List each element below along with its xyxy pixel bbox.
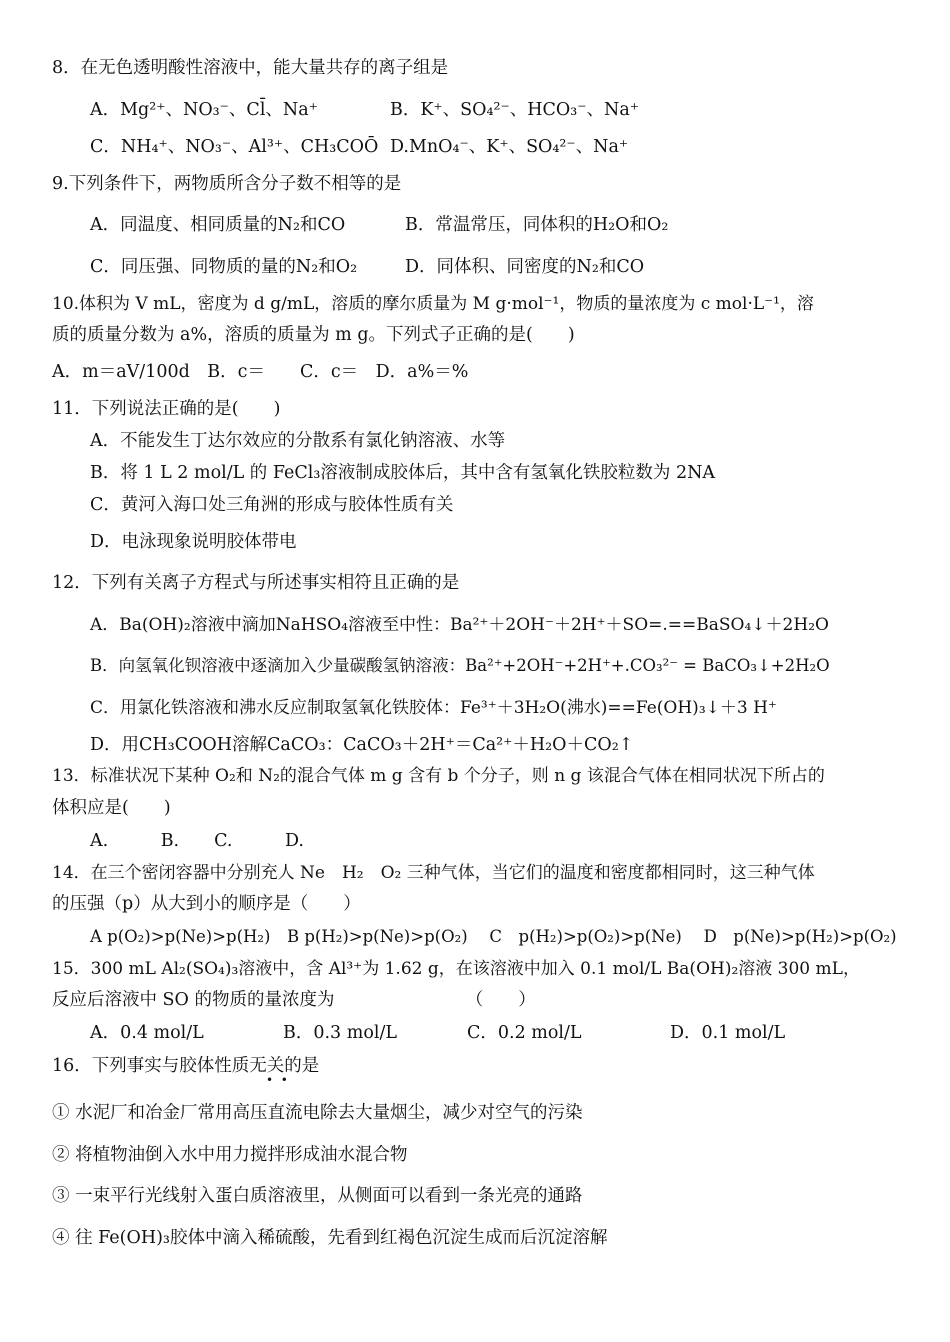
- q12-stem: 12．下列有关离子方程式与所述事实相符且正确的是: [52, 573, 460, 593]
- q12-option-b: B．向氢氧化钡溶液中逐滴加入少量碳酸氢钠溶液：Ba²⁺+2OH⁻+2H⁺+.CO₃²⁻ = BaCO₃↓+2H₂O: [90, 656, 830, 675]
- q11-stem: 11．下列说法正确的是( ): [52, 399, 281, 419]
- q9-stem: 9.下列条件下，两物质所含分子数不相等的是: [52, 174, 402, 194]
- q9-option-c: C．同压强、同物质的量的N₂和O₂: [90, 257, 358, 277]
- q16-item-3: ③ 一束平行光线射入蛋白质溶液里，从侧面可以看到一条光亮的通路: [52, 1186, 583, 1206]
- q8-stem: 8．在无色透明酸性溶液中，能大量共存的离子组是: [52, 58, 449, 78]
- q15-option-a: A．0.4 mol/L: [90, 1023, 204, 1043]
- q8-option-c: C．NH₄⁺、NO₃⁻、Al³⁺、CH₃COŌ: [90, 137, 379, 157]
- q15-option-d: D．0.1 mol/L: [670, 1023, 786, 1043]
- q10-line2: 质的质量分数为 a%，溶质的质量为 m g。下列式子正确的是( ): [52, 325, 575, 345]
- q16-item-1: ① 水泥厂和冶金厂常用高压直流电除去大量烟尘，减少对空气的污染: [52, 1103, 583, 1123]
- q8-option-d: D.MnO₄⁻、K⁺、SO₄²⁻、Na⁺: [390, 137, 629, 157]
- q15-option-b: B．0.3 mol/L: [283, 1023, 397, 1043]
- q15-line1: 15．300 mL Al₂(SO₄)₃溶液中，含 Al³⁺为 1.62 g，在该溶液中加入 0.1 mol/L Ba(OH)₂溶液 300 mL，: [52, 959, 860, 979]
- q12-option-a: A．Ba(OH)₂溶液中滴加NaHSO₄溶液至中性：Ba²⁺＋2OH⁻＋2H⁺＋SO=.==BaSO₄↓＋2H₂O: [90, 615, 829, 635]
- q9-option-a: A．同温度、相同质量的N₂和CO: [90, 215, 346, 235]
- q8-option-a: A．Mg²⁺、NO₃⁻、Cl̄、Na⁺: [90, 100, 318, 120]
- q8-option-b: B．K⁺、SO₄²⁻、HCO₃⁻、Na⁺: [390, 100, 640, 120]
- q11-option-b: B．将 1 L 2 mol/L 的 FeCl₃溶液制成胶体后，其中含有氢氧化铁胶粒数为 2NA: [90, 463, 716, 483]
- q15-line2: 反应后溶液中 SO 的物质的量浓度为 （ ）: [52, 990, 536, 1010]
- q10-line1: 10.体积为 V mL，密度为 d g/mL，溶质的摩尔质量为 M g·mol⁻¹，物质的量浓度为 c mol·L⁻¹，溶: [52, 294, 814, 314]
- q13-line1: 13．标准状况下某种 O₂和 N₂的混合气体 m g 含有 b 个分子，则 n g 该混合气体在相同状况下所占的: [52, 766, 825, 786]
- q13-options: A. B. C. D.: [90, 831, 304, 851]
- q13-line2: 体积应是( ): [52, 798, 171, 818]
- emphasis-dots: • •: [266, 1073, 288, 1087]
- q12-option-d: D．用CH₃COOH溶解CaCO₃：CaCO₃＋2H⁺＝Ca²⁺＋H₂O＋CO₂↑: [90, 735, 634, 755]
- q9-option-d: D．同体积、同密度的N₂和CO: [405, 257, 645, 277]
- q11-option-d: D．电泳现象说明胶体带电: [90, 532, 297, 552]
- q16-item-4: ④ 往 Fe(OH)₃胶体中滴入稀硫酸，先看到红褐色沉淀生成而后沉淀溶解: [52, 1228, 608, 1248]
- q10-options: A．m＝aV/100d B．c＝ C．c＝ D．a%＝%: [52, 362, 469, 382]
- q15-option-c: C．0.2 mol/L: [467, 1023, 582, 1043]
- q14-options: A p(O₂)>p(Ne)>p(H₂) B p(H₂)>p(Ne)>p(O₂) C p(H₂)>p(O₂)>p(Ne) D p(Ne)>p(H₂)>p(O₂): [90, 927, 897, 946]
- q11-option-a: A．不能发生丁达尔效应的分散系有氯化钠溶液、水等: [90, 431, 506, 451]
- q16-stem: 16．下列事实与胶体性质无关的是: [52, 1056, 320, 1076]
- q12-option-c: C．用氯化铁溶液和沸水反应制取氢氧化铁胶体：Fe³⁺＋3H₂O(沸水)==Fe(OH)₃↓＋3 H⁺: [90, 698, 777, 718]
- q9-option-b: B．常温常压，同体积的H₂O和O₂: [405, 215, 669, 235]
- q11-option-c: C．黄河入海口处三角洲的形成与胶体性质有关: [90, 495, 454, 515]
- q14-line1: 14．在三个密闭容器中分别充人 Ne H₂ O₂ 三种气体，当它们的温度和密度都相同时，这三种气体: [52, 863, 815, 883]
- q14-line2: 的压强（p）从大到小的顺序是（ ）: [52, 894, 361, 914]
- q16-item-2: ② 将植物油倒入水中用力搅拌形成油水混合物: [52, 1145, 408, 1165]
